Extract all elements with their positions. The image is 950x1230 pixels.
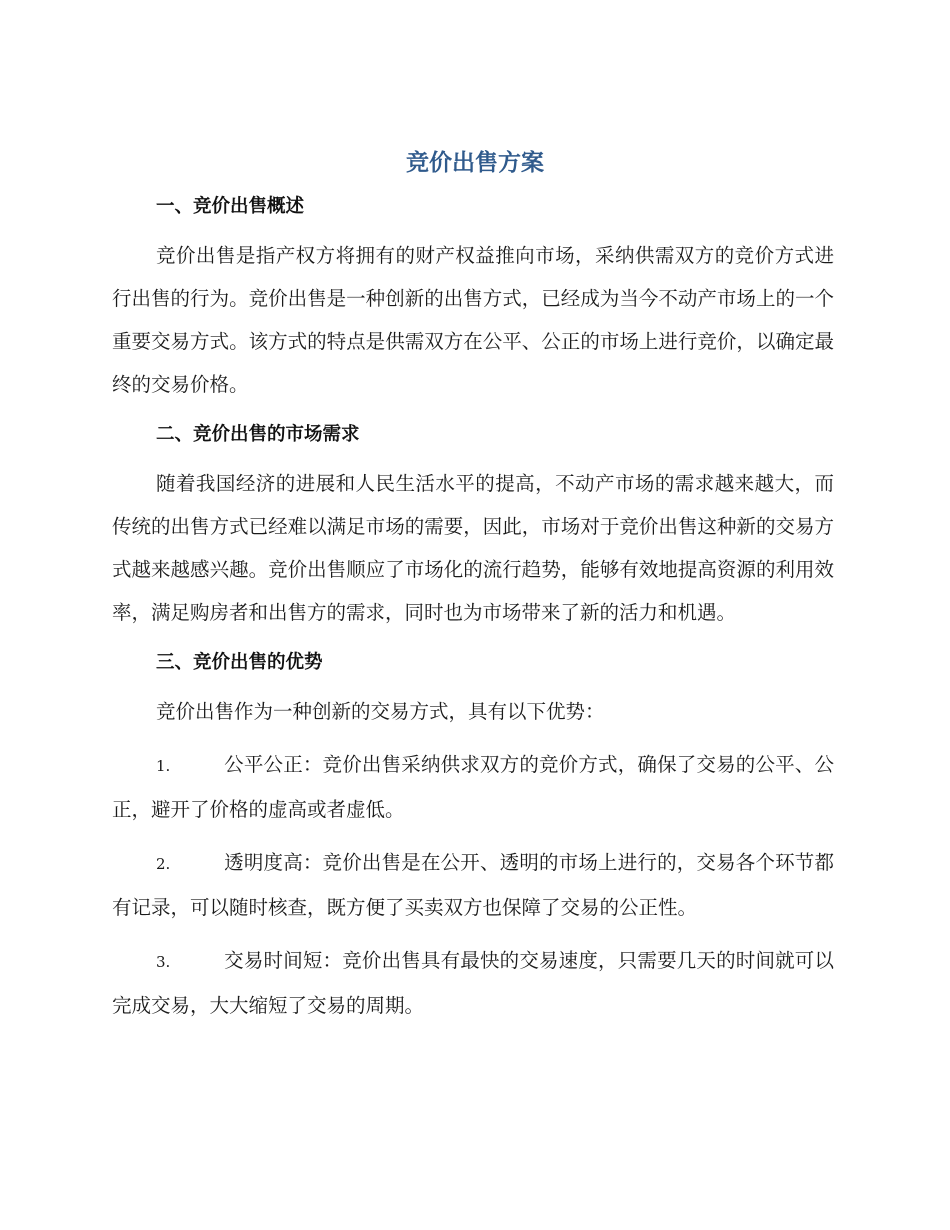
paragraph-advantages-intro: 竞价出售作为一种创新的交易方式，具有以下优势： — [156, 700, 605, 723]
section-heading-overview: 一、竞价出售概述 — [156, 196, 305, 217]
list-item — [112, 841, 834, 929]
list-number: 1. — [156, 757, 171, 775]
section-heading-advantages: 三、竞价出售的优势 — [156, 652, 323, 673]
list-number: 2. — [156, 855, 171, 873]
list-number: 3. — [156, 953, 171, 971]
list-item — [112, 939, 834, 1027]
list-item — [112, 743, 834, 831]
list-item-text: 公平公正：竞价出售采纳供求双方的竞价方式，确保了交易的公平、公正，避开了价格的虚高或者虚低。 — [112, 753, 834, 821]
document-body — [112, 190, 834, 1027]
document-title: 竞价出售方案 — [406, 150, 544, 176]
list-item-text: 透明度高：竞价出售是在公开、透明的市场上进行的，交易各个环节都有记录，可以随时核查，既方便了买卖双方也保障了交易的公正性。 — [112, 851, 834, 919]
section-heading-market-demand: 二、竞价出售的市场需求 — [156, 424, 360, 445]
list-item-text: 交易时间短：竞价出售具有最快的交易速度，只需要几天的时间就可以完成交易，大大缩短了交易的周期。 — [112, 949, 834, 1017]
paragraph-market-demand: 随着我国经济的进展和人民生活水平的提高，不动产市场的需求越来越大，而传统的出售方式已经难以满足市场的需要，因此，市场对于竞价出售这种新的交易方式越来越感兴趣。竞价出售顺应了市场化的流行趋势，能够有效地提高资源的利用效率，满足购房者和出售方的需求，同时也为市场带来了新的活力和机遇。 — [112, 472, 834, 624]
paragraph-overview: 竞价出售是指产权方将拥有的财产权益推向市场，采纳供需双方的竞价方式进行出售的行为。竞价出售是一种创新的出售方式，已经成为当今不动产市场上的一个重要交易方式。该方式的特点是供需双方在公平、公正的市场上进行竞价，以确定最终的交易价格。 — [112, 244, 834, 396]
